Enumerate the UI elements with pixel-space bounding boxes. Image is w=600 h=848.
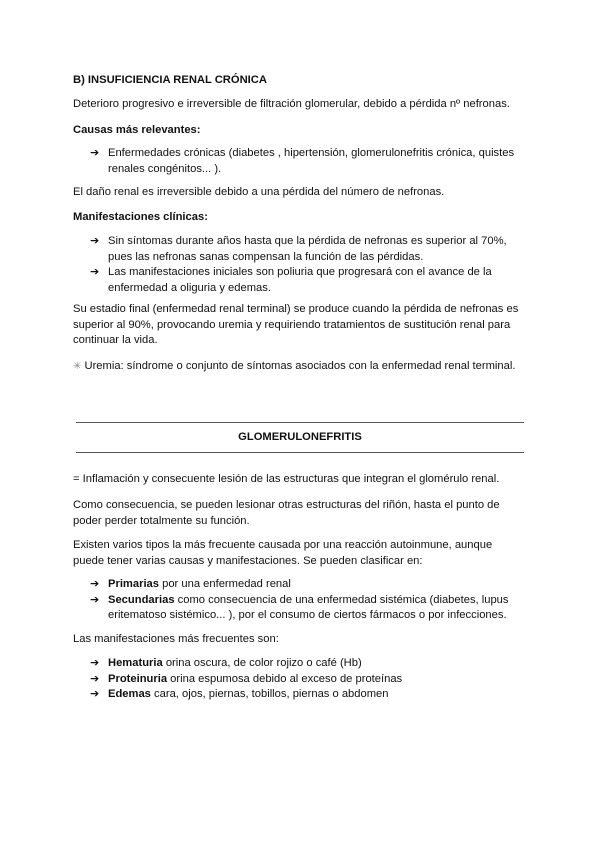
clasificacion-list <box>90 577 530 624</box>
list-item <box>90 593 530 624</box>
term: Hematuria <box>108 657 163 669</box>
term: Primarias <box>108 578 159 590</box>
list-item <box>90 656 530 672</box>
list-item <box>90 265 530 296</box>
manif-intro-paragraph: Las manifestaciones más frecuentes son: <box>73 633 279 645</box>
arrow-icon: ➔ <box>90 672 100 685</box>
term-description: orina oscura, de color rojizo o café (Hb) <box>162 657 362 669</box>
list-item-text: Enfermedades crónicas (diabetes , hipertensión, glomerulonefritis crónica, quistes renales congénitos... ). <box>108 147 515 175</box>
list-item-text: Sin síntomas durante años hasta que la pérdida de nefronas es superior al 70%, pues las nefronas sanas compensan la función de las pérdidas. <box>108 235 507 263</box>
divider-top <box>76 422 524 423</box>
asterisk-icon: ✳ <box>73 361 82 372</box>
term: Secundarias <box>108 593 175 606</box>
list-item <box>90 672 530 688</box>
list-item-text: Las manifestaciones iniciales son poliuria que progresará con el avance de la enfermedad a oliguria y edemas. <box>108 266 492 294</box>
arrow-icon: ➔ <box>90 266 100 278</box>
list-item <box>90 234 530 265</box>
tipos-paragraph: Existen varios tipos la más frecuente causada por una reacción autoinmune, aunque puede tener varias causas y manifestaciones. Se pueden clasificar en: <box>73 539 493 567</box>
arrow-icon: ➔ <box>90 147 100 159</box>
manifestaciones-list <box>90 234 530 296</box>
section-title: B) INSUFICIENCIA RENAL CRÓNICA <box>73 74 267 86</box>
arrow-icon: ➔ <box>90 657 100 669</box>
term-description: por una enfermedad renal <box>159 578 291 590</box>
term-description: cara, ojos, piernas, tobillos, piernas o abdomen <box>150 688 389 700</box>
equals-icon: = <box>73 473 80 485</box>
term: Edemas <box>108 688 151 700</box>
term-description: orina espumosa debido al exceso de proteínas <box>167 672 403 685</box>
term-description: como consecuencia de una enfermedad sistémica (diabetes, lupus eritematoso sistémico... ), por el consumo de ciertos fármacos o por infecciones. <box>108 593 509 621</box>
divider-bottom <box>76 452 524 453</box>
definition-paragraph <box>73 472 525 488</box>
estadio-paragraph: Su estadio final (enfermedad renal terminal) se produce cuando la pérdida de nefronas es superior al 90%, provocando uremia y requiriendo tratamientos de sustitución renal para continuar la vida. <box>73 303 519 346</box>
arrow-icon: ➔ <box>90 578 100 590</box>
list-item <box>90 577 530 593</box>
list-item <box>90 146 530 177</box>
causas-list <box>90 146 530 177</box>
uremia-note <box>73 359 525 375</box>
definition-text: Inflamación y consecuente lesión de las estructuras que integran el glomérulo renal. <box>82 473 500 485</box>
manifestaciones-heading: Manifestaciones clínicas: <box>73 211 208 223</box>
term: Proteinuria <box>108 672 168 685</box>
dano-paragraph: El daño renal es irreversible debido a una pérdida del número de nefronas. <box>73 186 445 198</box>
glomerulo-title: GLOMERULONEFRITIS <box>238 431 362 443</box>
arrow-icon: ➔ <box>90 235 100 247</box>
uremia-text: Uremia: síndrome o conjunto de síntomas asociados con la enfermedad renal terminal. <box>84 360 516 372</box>
arrow-icon: ➔ <box>90 593 100 606</box>
glomerulo-manifestaciones-list <box>90 656 530 703</box>
arrow-icon: ➔ <box>90 688 100 700</box>
consecuencia-paragraph: Como consecuencia, se pueden lesionar otras estructuras del riñón, hasta el punto de poder perder totalmente su función. <box>73 499 500 527</box>
intro-paragraph: Deterioro progresivo e irreversible de filtración glomerular, debido a pérdida nº nefronas. <box>73 98 510 110</box>
causas-heading: Causas más relevantes: <box>73 124 201 136</box>
list-item <box>90 687 530 703</box>
